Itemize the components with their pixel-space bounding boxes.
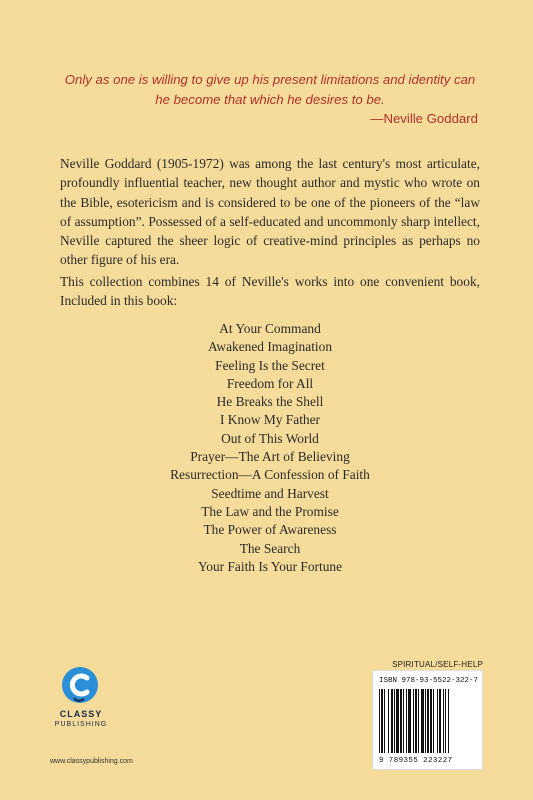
barcode-bar (388, 689, 389, 753)
book-title: He Breaks the Shell (216, 394, 324, 410)
barcode-bar (425, 689, 426, 753)
barcode-bar (415, 689, 417, 753)
barcode-bar (396, 689, 399, 753)
barcode-bar (421, 689, 424, 753)
book-title: Awakened Imagination (207, 339, 333, 355)
book-title: At Your Command (219, 321, 321, 336)
book-title: Resurrection—A Confession of Faith (170, 467, 370, 483)
publisher-website[interactable]: www.classypublishing.com (50, 758, 133, 765)
barcode-bar (379, 689, 380, 753)
book-title: Feeling Is the Secret (215, 357, 325, 373)
barcode-bar (403, 689, 404, 753)
barcode-bar (391, 689, 393, 753)
collection-intro: This collection combines 14 of Neville's works into one convenient book, Included in this book: (60, 274, 480, 309)
genre-label: SPIRITUAL/SELF-HELP (392, 660, 483, 669)
barcode-bar (430, 689, 432, 753)
book-title: The Power of Awareness (203, 522, 337, 538)
book-title: I Know My Father (219, 412, 321, 428)
barcode-bar (445, 689, 446, 753)
barcode-bar (394, 689, 395, 753)
publisher-subtitle: PUBLISHING (54, 721, 108, 728)
barcode-bar (427, 689, 429, 753)
book-list (60, 320, 480, 576)
quote-author: —Neville Goddard (370, 111, 478, 126)
book-title: Prayer—The Art of Believing (190, 449, 350, 465)
book-title: The Search (239, 540, 301, 556)
barcode-bar (384, 689, 385, 753)
book-title: The Law and the Promise (201, 503, 339, 519)
isbn-digits: 9 789355 223227 (379, 757, 453, 765)
barcode-bar (408, 689, 411, 753)
barcode-bar (381, 689, 383, 753)
book-title: Freedom for All (226, 375, 314, 391)
barcode-bar (418, 689, 419, 753)
book-title: Seedtime and Harvest (211, 485, 329, 501)
book-title: Out of This World (221, 430, 319, 446)
isbn-barcode (372, 670, 483, 770)
barcode-bar (406, 689, 407, 753)
author-bio: Neville Goddard (1905-1972) was among the last century's most articulate, profoundly influential teacher, new thought author and mystic who wrote on the Bible, esotericism and is considered to be one of the pioneers of the “law of assumption”. Possessed of a self-educated and uncommonly sharp intellect, Neville captured the sheer logic of creative-mind principles as perhaps no other figure of his era. (60, 156, 480, 268)
barcode-bar (443, 689, 444, 753)
publisher-name: CLASSY (59, 709, 103, 719)
book-title: Your Faith Is Your Fortune (197, 558, 343, 574)
barcode-bar (448, 689, 449, 753)
classy-logo-icon (60, 665, 100, 705)
barcode-bar (400, 689, 402, 753)
barcode-bar (413, 689, 414, 753)
isbn-label: ISBN 978-93-5522-322-7 (379, 677, 479, 685)
publisher-logo (50, 665, 120, 750)
barcode-bars (379, 689, 478, 753)
barcode-bar (437, 689, 438, 753)
barcode-bar (433, 689, 434, 753)
barcode-bar (439, 689, 441, 753)
quote-text: Only as one is willing to give up his present limitations and identity can he become that which he desires to be. (64, 72, 476, 107)
